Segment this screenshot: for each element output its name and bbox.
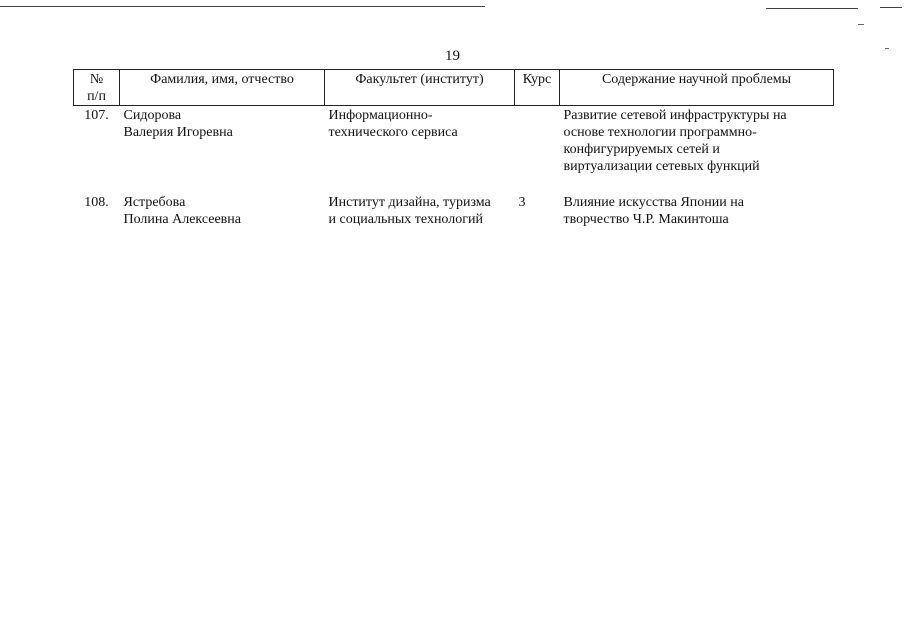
scan-edge-line (0, 6, 485, 7)
table-header-row (74, 70, 834, 106)
table-row (74, 193, 834, 228)
scan-speck (858, 24, 864, 25)
research-topic: Развитие сетевой инфраструктуры на основе технологии программно- конфигурируемых сетей и виртуализации сетевых функций (563, 108, 787, 174)
student-faculty: Информационно- технического сервиса (328, 108, 458, 140)
students-table (73, 69, 834, 228)
row-number: 108. (84, 195, 109, 210)
student-course (515, 106, 560, 194)
page-number: 19 (445, 48, 460, 64)
header-full-name: Фамилия, имя, отчество (120, 70, 325, 106)
row-number: 107. (84, 108, 109, 123)
student-name: Сидорова Валерия Игоревна (123, 108, 233, 140)
scan-edge-line (766, 8, 858, 9)
research-topic: Влияние искусства Японии на творчество Ч.Р. Макинтоша (563, 195, 744, 227)
student-faculty: Институт дизайна, туризма и социальных технологий (328, 195, 491, 227)
header-faculty: Факультет (институт) (325, 70, 515, 106)
student-name: Ястребова Полина Алексеевна (123, 195, 242, 227)
header-research-topic: Содержание научной проблемы (560, 70, 834, 106)
scan-edge-line (880, 7, 902, 8)
student-course: 3 (518, 195, 526, 210)
header-course: Курс (515, 70, 560, 106)
table-row (74, 106, 834, 194)
header-number: № п/п (74, 70, 120, 106)
